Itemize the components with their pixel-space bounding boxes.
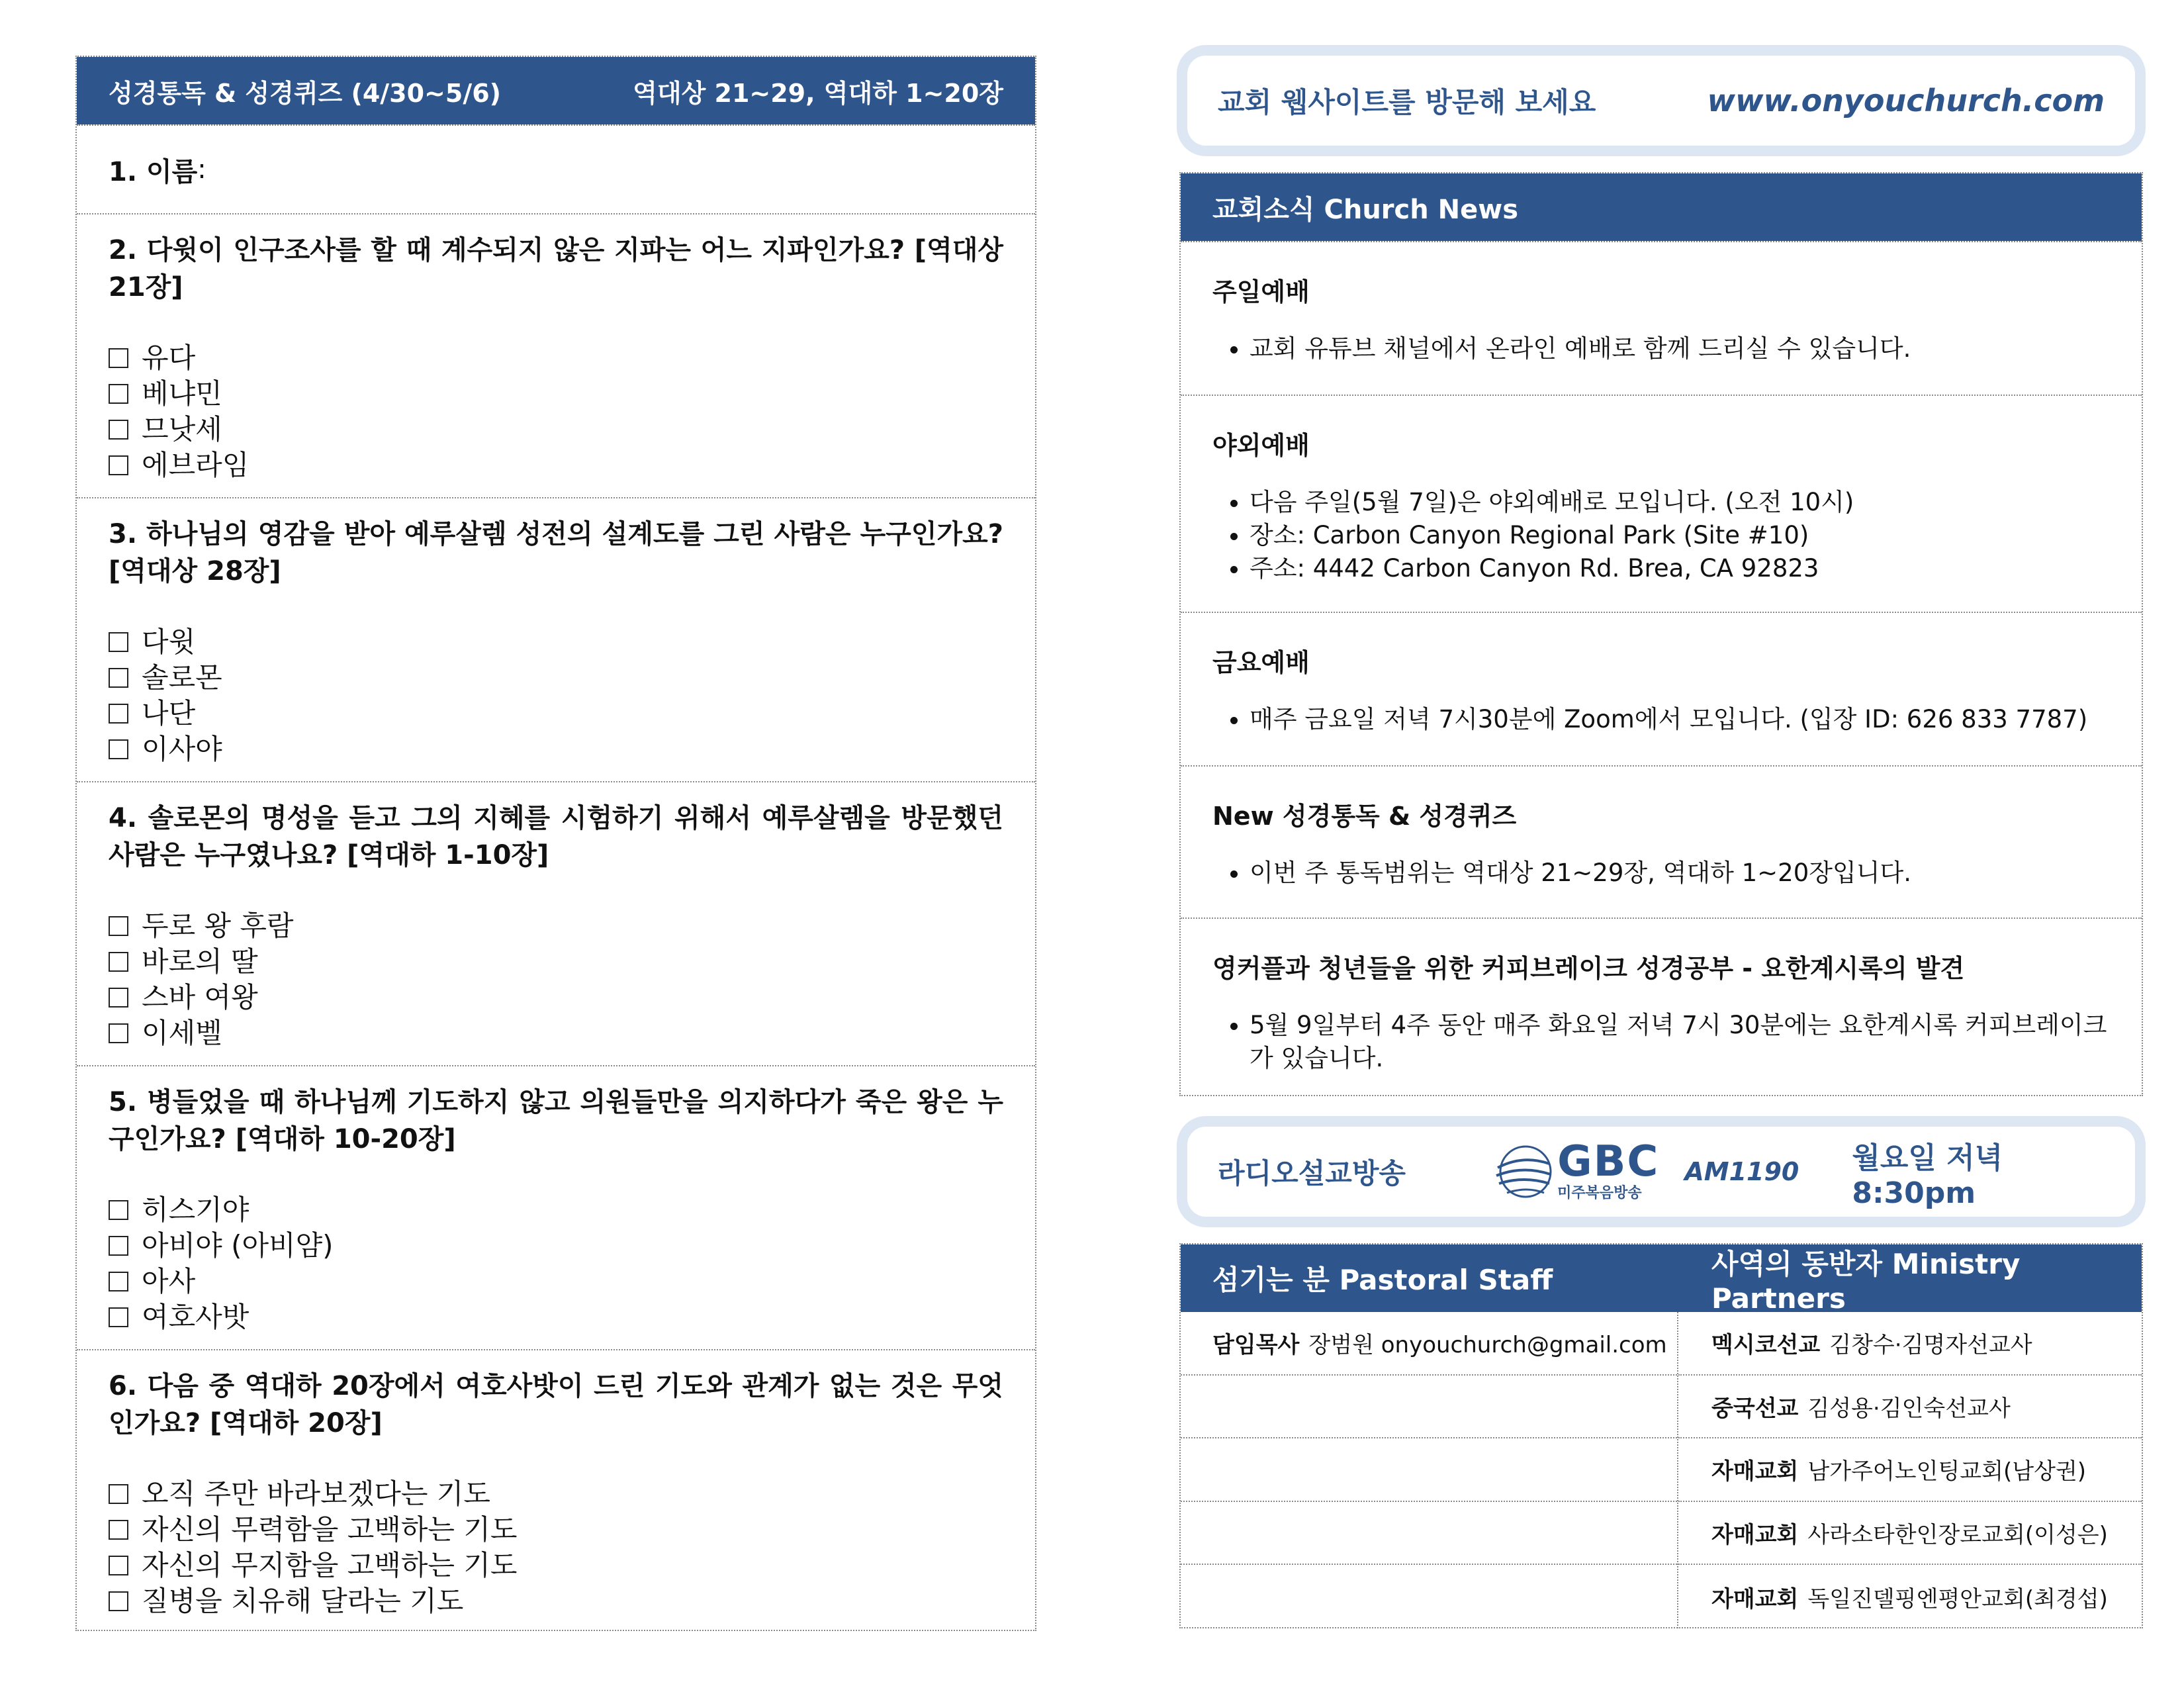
checkbox-icon[interactable] (109, 1023, 128, 1043)
globe-icon (1492, 1141, 1553, 1202)
radio-label: 라디오설교방송 (1218, 1157, 1406, 1190)
partner-name: 김창수·김명자선교사 (1829, 1332, 2032, 1359)
news-item: • 매주 금요일 저녁 7시30분에 Zoom에서 모입니다. (입장 ID: 626 833 7787) (1250, 703, 2110, 736)
staff-panel (1179, 1243, 2143, 1628)
partner-name: 남가주어노인팅교회(남상권) (1807, 1458, 2087, 1485)
ministry-partners-list (1678, 1312, 2142, 1628)
checkbox-icon[interactable] (109, 952, 128, 972)
news-section (1181, 241, 2142, 395)
checkbox-icon[interactable] (109, 632, 128, 652)
checkbox-icon[interactable] (109, 739, 128, 759)
option-label: 바로의 딸 (142, 945, 258, 978)
checkbox-icon[interactable] (109, 916, 128, 936)
option[interactable] (109, 1015, 1003, 1051)
staff-row (1181, 1502, 1677, 1566)
checkbox-icon[interactable] (109, 1484, 128, 1504)
question-text: 3. 하나님의 영감을 받아 예루살렘 성전의 설계도를 그린 사람은 누구인가요? [역대상 28장] (109, 519, 1003, 586)
news-section (1181, 765, 2142, 917)
option[interactable] (109, 1299, 1003, 1335)
question-block (77, 213, 1035, 497)
pastoral-staff-list (1181, 1312, 1678, 1628)
radio-banner (1177, 1116, 2146, 1227)
partner-name: 사라소타한인장로교회(이성은) (1807, 1522, 2108, 1549)
ministry-partners-title: 사역의 동반자 Ministry Partners (1711, 1247, 2021, 1315)
staff-row (1181, 1376, 1677, 1439)
partner-role: 자매교회 (1711, 1585, 1799, 1613)
quiz-title: 성경통독 & 성경퀴즈 (4/30~5/6) (109, 78, 502, 108)
option-label: 므낫세 (142, 413, 222, 445)
news-header: 교회소식 Church News (1181, 173, 2142, 241)
option[interactable] (109, 1476, 1003, 1512)
news-item: • 이번 주 통독범위는 역대상 21~29장, 역대하 1~20장입니다. (1250, 857, 2110, 890)
staff-role: 담임목사 (1212, 1332, 1300, 1359)
gbc-logo-subtext: 미주복음방송 (1557, 1184, 1642, 1201)
news-item: • 주소: 4442 Carbon Canyon Rd. Brea, CA 92823 (1250, 552, 2110, 585)
gbc-logo-text: GBC (1557, 1137, 1660, 1186)
option[interactable] (109, 1512, 1003, 1548)
staff-row (1181, 1438, 1677, 1502)
option[interactable] (109, 696, 1003, 731)
option-label: 다윗 (142, 626, 196, 658)
question-block (77, 1349, 1035, 1631)
option-label: 자신의 무지함을 고백하는 기도 (142, 1549, 518, 1581)
checkbox-icon[interactable] (109, 1307, 128, 1327)
option[interactable] (109, 376, 1003, 412)
option-label: 오직 주만 바라보겠다는 기도 (142, 1477, 490, 1510)
partner-row (1678, 1376, 2142, 1439)
question-block (77, 781, 1035, 1065)
checkbox-icon[interactable] (109, 1236, 128, 1256)
pastoral-staff-title: 섬기는 분 Pastoral Staff (1212, 1264, 1553, 1296)
checkbox-icon[interactable] (109, 1591, 128, 1611)
checkbox-icon[interactable] (109, 988, 128, 1008)
option[interactable] (109, 1192, 1003, 1228)
staff-row (1181, 1565, 1677, 1628)
option-label: 질병을 치유해 달라는 기도 (142, 1585, 464, 1617)
option-label: 솔로몬 (142, 661, 222, 694)
bible-quiz-panel (75, 56, 1036, 1631)
name-colon: : (197, 154, 206, 185)
partner-row (1678, 1438, 2142, 1502)
partner-role: 자매교회 (1711, 1522, 1799, 1549)
option[interactable] (109, 447, 1003, 483)
option[interactable] (109, 1548, 1003, 1583)
option-label: 베냐민 (142, 377, 222, 410)
option-label: 여호사밧 (142, 1301, 250, 1333)
staff-header (1181, 1244, 2142, 1315)
news-section-title: 주일예배 (1212, 277, 1310, 306)
option-label: 아사 (142, 1265, 196, 1297)
question-text: 2. 다윗이 인구조사를 할 때 계수되지 않은 지파는 어느 지파인가요? [역대상 21장] (109, 235, 1003, 303)
checkbox-icon[interactable] (109, 420, 128, 440)
name-label: 1. 이름 (109, 156, 198, 187)
partner-role: 중국선교 (1711, 1395, 1799, 1422)
news-section (1181, 917, 2142, 1096)
church-news-panel (1179, 172, 2143, 1096)
news-section-title: 금요예배 (1212, 648, 1310, 677)
option-label: 이세벨 (142, 1017, 222, 1049)
question-block (77, 497, 1035, 781)
radio-station: AM1190 (1684, 1157, 1799, 1186)
option[interactable] (109, 908, 1003, 944)
partner-role: 자매교회 (1711, 1458, 1799, 1485)
news-section (1181, 612, 2142, 765)
checkbox-icon[interactable] (109, 668, 128, 688)
partner-row (1678, 1312, 2142, 1376)
question-text: 6. 다음 중 역대하 20장에서 여호사밧이 드린 기도와 관계가 없는 것은 무엇인가요? [역대하 20장] (109, 1371, 1003, 1438)
option-label: 히스기야 (142, 1194, 250, 1226)
news-item: • 5월 9일부터 4주 동안 매주 화요일 저녁 7시 30분에는 요한계시록 커피브레이크가 있습니다. (1250, 1009, 2110, 1075)
option-label: 스바 여왕 (142, 981, 258, 1013)
option-label: 이사야 (142, 733, 222, 765)
news-item: • 다음 주일(5월 7일)은 야외예배로 모입니다. (오전 10시) (1250, 486, 2110, 519)
question-text: 4. 솔로몬의 명성을 듣고 그의 지혜를 시험하기 위해서 예루살렘을 방문했던 사람은 누구였나요? [역대하 1-10장] (109, 803, 1003, 870)
partner-name: 독일진델핑엔평안교회(최경섭) (1807, 1585, 2108, 1613)
partner-name: 김성용·김인숙선교사 (1807, 1395, 2011, 1422)
partner-row (1678, 1565, 2142, 1628)
option-label: 에브라임 (142, 449, 250, 481)
checkbox-icon[interactable] (109, 1272, 128, 1291)
news-section-title: 야외예배 (1212, 431, 1310, 460)
question-text: 5. 병들었을 때 하나님께 기도하지 않고 의원들만을 의지하다가 죽은 왕은 누구인가요? [역대하 10-20장] (109, 1087, 1003, 1154)
option[interactable] (109, 412, 1003, 447)
staff-row (1181, 1312, 1677, 1376)
checkbox-icon[interactable] (109, 704, 128, 724)
option[interactable] (109, 1583, 1003, 1619)
option-label: 두로 왕 후람 (142, 910, 294, 942)
staff-name: 장범원 onyouchurch@gmail.com (1308, 1332, 1667, 1359)
option[interactable] (109, 1264, 1003, 1299)
news-item: • 교회 유튜브 채널에서 온라인 예배로 함께 드리실 수 있습니다. (1250, 332, 2110, 365)
option[interactable] (109, 624, 1003, 660)
website-label: 교회 웹사이트를 방문해 보세요 (1218, 86, 1596, 118)
checkbox-icon[interactable] (109, 455, 128, 475)
news-section-title: New 성경통독 & 성경퀴즈 (1212, 802, 1517, 831)
news-section (1181, 395, 2142, 612)
news-item: • 장소: Carbon Canyon Regional Park (Site #10) (1250, 519, 2110, 552)
option-label: 아비야 (아비얌) (142, 1229, 334, 1262)
option[interactable] (109, 980, 1003, 1015)
news-section-title: 영커플과 청년들을 위한 커피브레이크 성경공부 - 요한계시록의 발견 (1212, 954, 1965, 983)
option-label: 자신의 무력함을 고백하는 기도 (142, 1513, 518, 1546)
option-label: 나단 (142, 697, 196, 729)
name-field-row[interactable] (77, 124, 1035, 213)
checkbox-icon[interactable] (109, 348, 128, 368)
question-block (77, 1065, 1035, 1349)
option[interactable] (109, 944, 1003, 980)
option-label: 유다 (142, 342, 196, 374)
checkbox-icon[interactable] (109, 1556, 128, 1575)
checkbox-icon[interactable] (109, 1520, 128, 1540)
quiz-header (77, 57, 1035, 124)
radio-time: 월요일 저녁 8:30pm (1852, 1141, 2003, 1210)
website-banner (1177, 45, 2146, 156)
partner-row (1678, 1502, 2142, 1566)
gbc-logo (1492, 1137, 1660, 1202)
option[interactable] (109, 1228, 1003, 1264)
checkbox-icon[interactable] (109, 1200, 128, 1220)
website-link[interactable]: www.onyouchurch.com (1707, 83, 2105, 118)
option[interactable] (109, 731, 1003, 767)
option[interactable] (109, 660, 1003, 696)
option[interactable] (109, 340, 1003, 376)
partner-role: 멕시코선교 (1711, 1332, 1821, 1359)
quiz-range: 역대상 21~29, 역대하 1~20장 (633, 78, 1003, 108)
checkbox-icon[interactable] (109, 384, 128, 404)
